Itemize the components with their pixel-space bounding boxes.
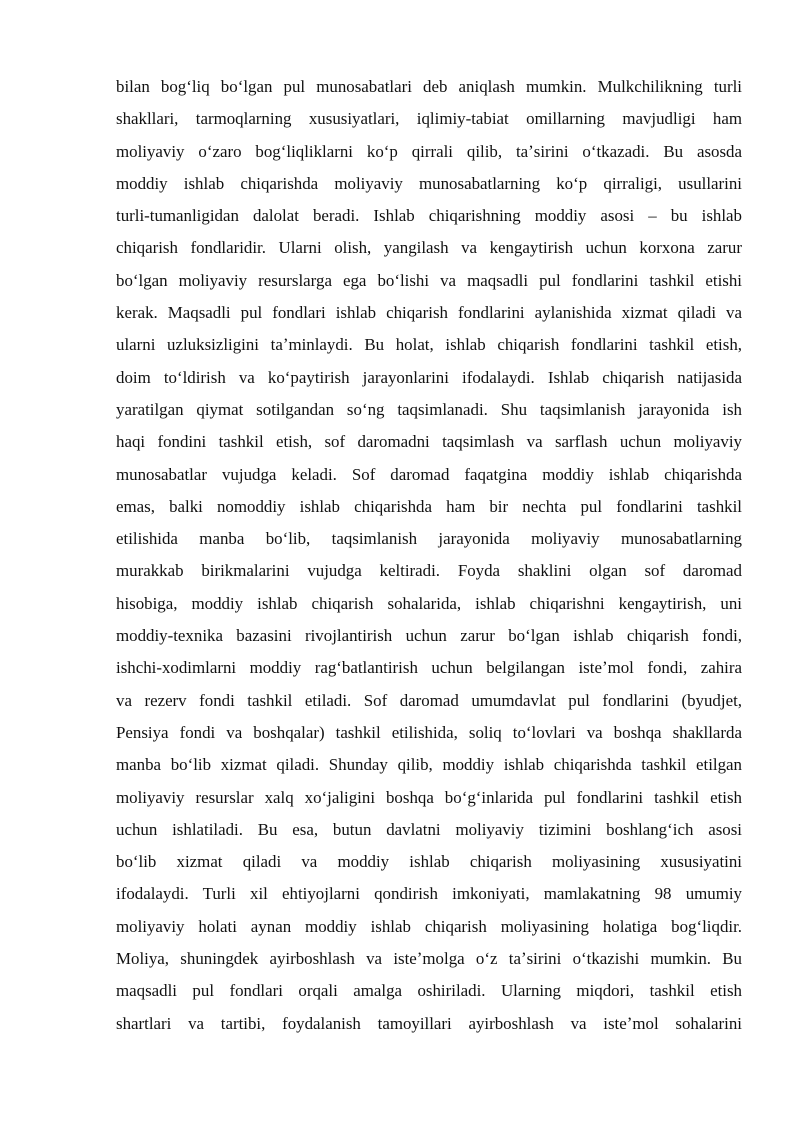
text-line: doim toʻldirish va koʻpaytirish jarayonlarini ifodalaydi. Ishlab chiqarish natijasida bbox=[116, 367, 742, 387]
text-line: kerak. Maqsadli pul fondlari ishlab chiqarish fondlarini aylanishida xizmat qiladi va bbox=[116, 303, 742, 323]
text-line: moliyaviy resurslar xalq xoʻjaligini boshqa boʻgʻinlarida pul fondlarini tashkil etish bbox=[116, 787, 742, 807]
text-line: moliyaviy holati aynan moddiy ishlab chiqarish moliyasining holatiga bogʻliqdir. bbox=[116, 916, 742, 936]
text-line: moddiy-texnika bazasini rivojlantirish uchun zarur boʻlgan ishlab chiqarish fondi, bbox=[116, 626, 742, 646]
text-line: va rezerv fondi tashkil etiladi. Sof daromad umumdavlat pul fondlarini (byudjet, bbox=[116, 690, 742, 710]
text-line: Moliya, shuningdek ayirboshlash va isteʼmolga oʻz taʼsirini oʻtkazishi mumkin. Bu bbox=[116, 949, 742, 969]
text-line: moddiy ishlab chiqarishda moliyaviy munosabatlarning koʻp qirraligi, usullarini bbox=[116, 173, 742, 193]
text-line: emas, balki nomoddiy ishlab chiqarishda ham bir nechta pul fondlarini tashkil bbox=[116, 496, 742, 516]
text-line: munosabatlar vujudga keladi. Sof daromad faqatgina moddiy ishlab chiqarishda bbox=[116, 464, 742, 484]
text-line: boʻlib xizmat qiladi va moddiy ishlab chiqarish moliyasining xususiyatini bbox=[116, 852, 742, 872]
text-line: boʻlgan moliyaviy resurslarga ega boʻlishi va maqsadli pul fondlarini tashkil etishi bbox=[116, 270, 742, 290]
body-text bbox=[116, 71, 742, 1040]
text-line: yaratilgan qiymat sotilgandan soʻng taqsimlanadi. Shu taqsimlanish jarayonida ish bbox=[116, 399, 742, 419]
text-line: etilishida manba boʻlib, taqsimlanish jarayonida moliyaviy munosabatlarning bbox=[116, 529, 742, 549]
text-line: shartlari va tartibi, foydalanish tamoyillari ayirboshlash va isteʼmol sohalarini bbox=[116, 1013, 742, 1033]
text-line: murakkab birikmalarini vujudga keltiradi. Foyda shaklini olgan sof daromad bbox=[116, 561, 742, 581]
text-line: ishchi-xodimlarni moddiy ragʻbatlantirish uchun belgilangan isteʼmol fondi, zahira bbox=[116, 658, 742, 678]
text-line: Pensiya fondi va boshqalar) tashkil etilishida, soliq toʻlovlari va boshqa shakllarda bbox=[116, 722, 742, 742]
text-line: maqsadli pul fondlari orqali amalga oshiriladi. Ularning miqdori, tashkil etish bbox=[116, 981, 742, 1001]
text-line: hisobiga, moddiy ishlab chiqarish sohalarida, ishlab chiqarishni kengaytirish, uni bbox=[116, 593, 742, 613]
text-line: turli-tumanligidan dalolat beradi. Ishlab chiqarishning moddiy asosi – bu ishlab bbox=[116, 206, 742, 226]
text-line: manba boʻlib xizmat qiladi. Shunday qilib, moddiy ishlab chiqarishda tashkil etilgan bbox=[116, 755, 742, 775]
text-line: bilan bogʻliq boʻlgan pul munosabatlari deb aniqlash mumkin. Mulkchilikning turli bbox=[116, 77, 742, 96]
text-line: chiqarish fondlaridir. Ularni olish, yangilash va kengaytirish uchun korxona zarur bbox=[116, 238, 742, 258]
text-line: moliyaviy oʻzaro bogʻliqliklarni koʻp qirrali qilib, taʼsirini oʻtkazadi. Bu asosda bbox=[116, 141, 742, 161]
text-line: ifodalaydi. Turli xil ehtiyojlarni qondirish imkoniyati, mamlakatning 98 umumiy bbox=[116, 884, 742, 904]
text-line: ularni uzluksizligini taʼminlaydi. Bu holat, ishlab chiqarish fondlarini tashkil etish, bbox=[116, 335, 742, 355]
text-line: uchun ishlatiladi. Bu esa, butun davlatni moliyaviy tizimini boshlangʻich asosi bbox=[116, 819, 742, 839]
text-line: haqi fondini tashkil etish, sof daromadni taqsimlash va sarflash uchun moliyaviy bbox=[116, 432, 742, 452]
text-line: shakllari, tarmoqlarning xususiyatlari, iqlimiy-tabiat omillarning mavjudligi ham bbox=[116, 109, 742, 129]
